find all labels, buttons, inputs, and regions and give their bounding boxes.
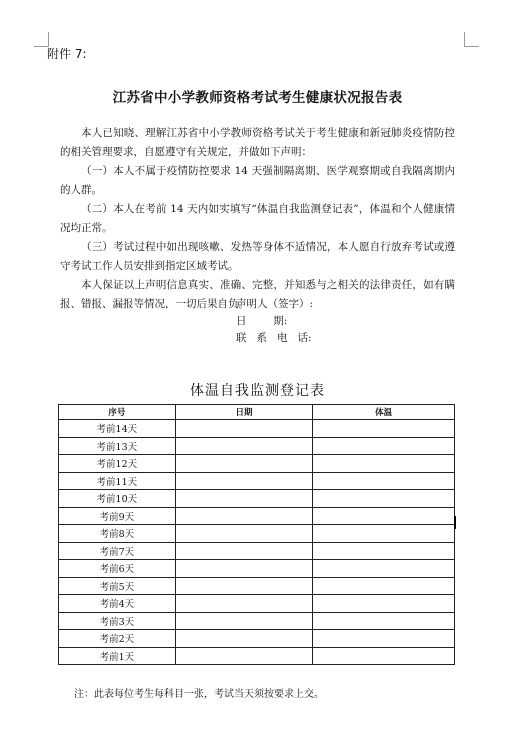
date-cell[interactable]: [175, 455, 313, 473]
row-day-label: 考前1天: [59, 647, 176, 665]
row-day-label: 考前7天: [59, 542, 176, 560]
table-row: [59, 507, 455, 525]
table-row: [59, 647, 455, 665]
temperature-cell[interactable]: [313, 612, 455, 630]
table-row: [59, 455, 455, 473]
phone-label: 联 系 电 话:: [236, 332, 312, 344]
page-margin-corner-top-right: [464, 32, 479, 47]
table-row: [59, 420, 455, 438]
row-day-label: 考前9天: [59, 507, 176, 525]
header-date: 日期: [175, 405, 313, 420]
row-day-label: 考前5天: [59, 577, 176, 595]
attachment-label: 附件 7:: [47, 47, 87, 61]
temperature-cell[interactable]: [313, 577, 455, 595]
table-row: [59, 472, 455, 490]
date-cell[interactable]: [175, 612, 313, 630]
row-day-label: 考前11天: [59, 472, 176, 490]
temperature-cell[interactable]: [313, 560, 455, 578]
date-cell[interactable]: [175, 472, 313, 490]
date-cell[interactable]: [175, 630, 313, 648]
declaration-paragraph-2: （二）本人在考前 14 天内如实填写“体温自我监测登记表”，体温和个人健康情况均正常。: [60, 203, 455, 234]
table-row: [59, 490, 455, 508]
temperature-cell[interactable]: [313, 647, 455, 665]
declarant-signature-label: 声明人（签字）:: [236, 298, 314, 310]
row-day-label: 考前8天: [59, 525, 176, 543]
date-cell[interactable]: [175, 647, 313, 665]
row-day-label: 考前4天: [59, 595, 176, 613]
date-cell[interactable]: [175, 420, 313, 438]
header-index: 序号: [59, 405, 176, 420]
row-day-label: 考前14天: [59, 420, 176, 438]
signature-block: [236, 296, 313, 347]
date-cell[interactable]: [175, 437, 313, 455]
temperature-cell[interactable]: [313, 630, 455, 648]
temperature-cell[interactable]: [313, 437, 455, 455]
temperature-cell[interactable]: [313, 507, 455, 525]
row-day-label: 考前13天: [59, 437, 176, 455]
row-day-label: 考前10天: [59, 490, 176, 508]
table-row: [59, 437, 455, 455]
table-row: [59, 612, 455, 630]
table-row: [59, 560, 455, 578]
row-day-label: 考前3天: [59, 612, 176, 630]
table-row: [59, 577, 455, 595]
date-cell[interactable]: [175, 560, 313, 578]
date-cell[interactable]: [175, 595, 313, 613]
log-table-title: 体温自我监测登记表: [190, 383, 325, 399]
date-cell[interactable]: [175, 542, 313, 560]
date-cell[interactable]: [175, 525, 313, 543]
table-row: [59, 525, 455, 543]
row-day-label: 考前2天: [59, 630, 176, 648]
header-temperature: 体温: [313, 405, 455, 420]
temperature-cell[interactable]: [313, 595, 455, 613]
date-label: 日 期:: [236, 315, 288, 327]
declaration-paragraph-guarantee: 本人保证以上声明信息真实、准确、完整，并知悉与之相关的法律责任，如有瞒报、错报、漏报等情况，一切后果自负。: [60, 279, 455, 310]
table-header-row: [59, 405, 455, 420]
document-title: 江苏省中小学教师资格考试考生健康状况报告表: [112, 90, 403, 106]
declaration-paragraph-intro: 本人已知晓、理解江苏省中小学教师资格考试关于考生健康和新冠肺炎疫情防控的相关管理要求，自愿遵守有关规定，并做如下声明：: [60, 127, 455, 158]
temperature-cell[interactable]: [313, 472, 455, 490]
temperature-cell[interactable]: [313, 525, 455, 543]
temperature-cell[interactable]: [313, 420, 455, 438]
table-row: [59, 595, 455, 613]
row-day-label: 考前6天: [59, 560, 176, 578]
declaration-paragraph-1: （一）本人不属于疫情防控要求 14 天强制隔离期、医学观察期或自我隔离期内的人群。: [60, 165, 455, 196]
declaration-paragraph-3: （三）考试过程中如出现咳嗽、发热等身体不适情况，本人愿自行放弃考试或遵守考试工作人员安排到指定区域考试。: [60, 241, 455, 272]
row-day-label: 考前12天: [59, 455, 176, 473]
declaration-text: [60, 124, 455, 314]
temperature-cell[interactable]: [313, 542, 455, 560]
table-row: [59, 542, 455, 560]
date-cell[interactable]: [175, 490, 313, 508]
date-cell[interactable]: [175, 507, 313, 525]
temperature-log-table: [58, 404, 455, 665]
table-row: [59, 630, 455, 648]
temperature-cell[interactable]: [313, 455, 455, 473]
footnote: 注：此表每位考生每科目一张，考试当天须按要求上交。: [74, 689, 324, 700]
text-cursor: [454, 516, 456, 529]
temperature-cell[interactable]: [313, 490, 455, 508]
date-cell[interactable]: [175, 577, 313, 595]
